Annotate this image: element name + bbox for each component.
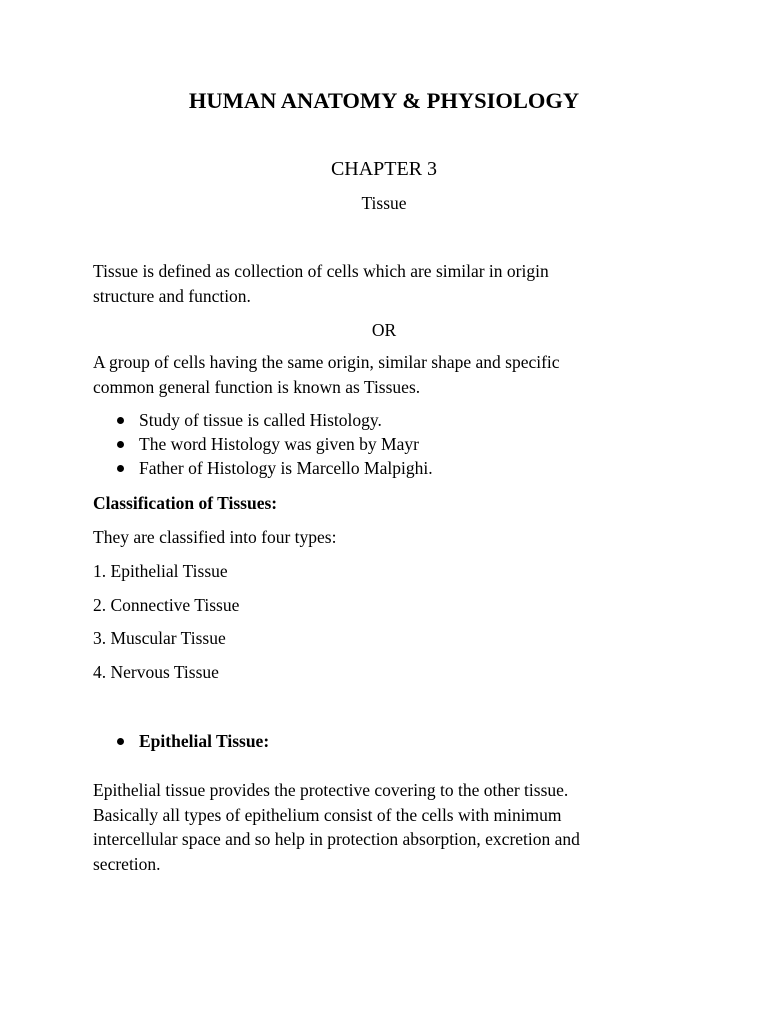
tissue-type-item: 4. Nervous Tissue	[93, 662, 219, 682]
epithelial-heading: Epithelial Tissue:	[139, 731, 270, 751]
epithelial-paragraph	[93, 778, 693, 876]
tissue-type-item: 1. Epithelial Tissue	[93, 561, 228, 581]
alt-definition-line-2: common general function is known as Tissues.	[93, 376, 421, 397]
classification-heading: Classification of Tissues:	[93, 493, 278, 513]
list-item	[93, 432, 693, 456]
bullet-icon	[117, 738, 124, 745]
definition-line-1: Tissue is defined as collection of cells which are similar in origin	[93, 261, 549, 281]
epithelial-line: secretion.	[93, 853, 161, 874]
definition-line-2: structure and function.	[93, 285, 251, 306]
fact-text: Study of tissue is called Histology.	[139, 410, 382, 430]
chapter-subtitle: Tissue	[361, 193, 407, 213]
list-item	[93, 456, 693, 480]
fact-text: The word Histology was given by Mayr	[139, 434, 419, 454]
epithelial-line: intercellular space and so help in protection absorption, excretion and	[93, 829, 580, 849]
classification-intro: They are classified into four types:	[93, 527, 337, 547]
or-separator: OR	[371, 320, 397, 340]
alt-definition-paragraph	[93, 350, 693, 399]
epithelial-heading-list	[93, 729, 693, 753]
epithelial-line: Epithelial tissue provides the protective covering to the other tissue.	[93, 780, 569, 800]
alt-definition-line-1: A group of cells having the same origin, similar shape and specific	[93, 352, 560, 372]
document-title: HUMAN ANATOMY & PHYSIOLOGY	[188, 88, 580, 113]
list-item	[93, 408, 693, 432]
tissue-type-item: 3. Muscular Tissue	[93, 628, 226, 648]
bullet-icon	[117, 417, 124, 424]
chapter-heading: CHAPTER 3	[330, 158, 438, 180]
epithelial-line: Basically all types of epithelium consist of the cells with minimum	[93, 804, 562, 825]
fact-text: Father of Histology is Marcello Malpighi.	[139, 458, 433, 478]
bullet-icon	[117, 465, 124, 472]
facts-list	[93, 408, 693, 480]
bullet-icon	[117, 441, 124, 448]
definition-paragraph	[93, 259, 693, 308]
list-item	[93, 729, 693, 753]
tissue-type-item: 2. Connective Tissue	[93, 595, 240, 615]
